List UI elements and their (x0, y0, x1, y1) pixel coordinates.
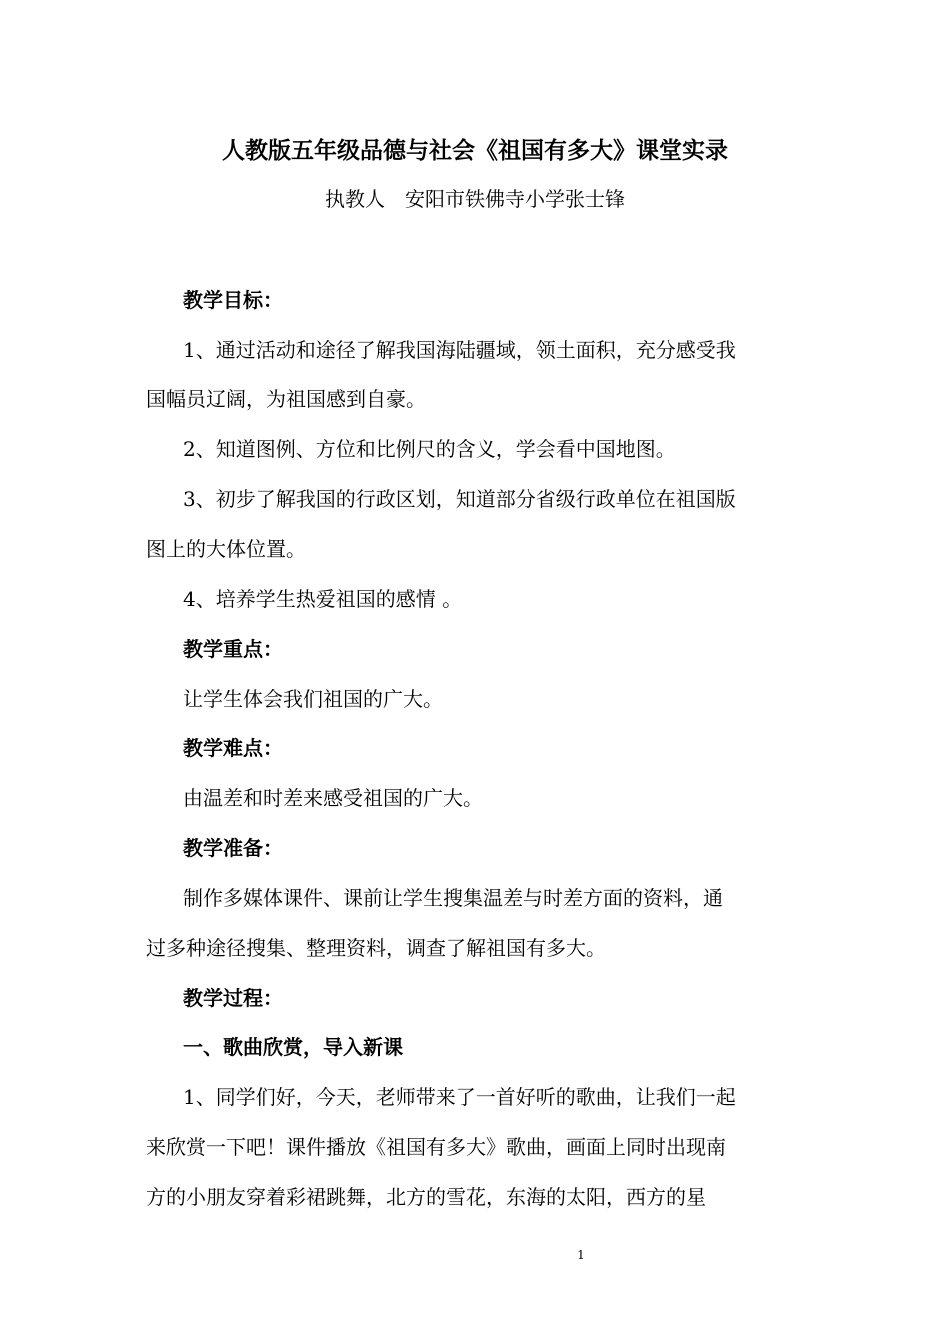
paragraph-line: 由温差和时差来感受祖国的广大。 (183, 786, 483, 810)
section-heading-1: 一、歌曲欣赏，导入新课 (183, 1035, 403, 1059)
paragraph-line: 图上的大体位置。 (146, 537, 306, 561)
paragraph-line: 让学生体会我们祖国的广大。 (183, 687, 443, 711)
page-number: 1 (577, 1248, 585, 1262)
paragraph-line: 3、初步了解我国的行政区划，知道部分省级行政单位在祖国版 (183, 487, 736, 511)
document-subtitle: 执教人 安阳市铁佛寺小学张士锋 (325, 187, 625, 211)
paragraph-line: 1、通过活动和途径了解我国海陆疆域，领土面积，充分感受我 (183, 338, 736, 362)
paragraph-line: 4、培养学生热爱祖国的感情 。 (183, 587, 463, 611)
heading-teaching-process: 教学过程： (183, 986, 283, 1010)
paragraph-line: 过多种途径搜集、整理资料，调查了解祖国有多大。 (146, 936, 606, 960)
paragraph-line: 方的小朋友穿着彩裙跳舞，北方的雪花，东海的太阳，西方的星 (146, 1185, 706, 1209)
paragraph-line: 2、知道图例、方位和比例尺的含义，学会看中国地图。 (183, 437, 676, 461)
paragraph-line: 1、同学们好，今天，老师带来了一首好听的歌曲，让我们一起 (183, 1085, 736, 1109)
paragraph-line: 国幅员辽阔，为祖国感到自豪。 (146, 387, 426, 411)
heading-teaching-difficulty: 教学难点： (183, 736, 283, 760)
paragraph-line: 制作多媒体课件、课前让学生搜集温差与时差方面的资料，通 (183, 886, 723, 910)
paragraph-line: 来欣赏一下吧！课件播放《祖国有多大》歌曲，画面上同时出现南 (146, 1135, 726, 1159)
document-title: 人教版五年级品德与社会《祖国有多大》课堂实录 (222, 137, 728, 164)
heading-teaching-goals: 教学目标： (183, 288, 283, 312)
heading-teaching-preparation: 教学准备： (183, 836, 283, 860)
heading-teaching-focus: 教学重点： (183, 637, 283, 661)
